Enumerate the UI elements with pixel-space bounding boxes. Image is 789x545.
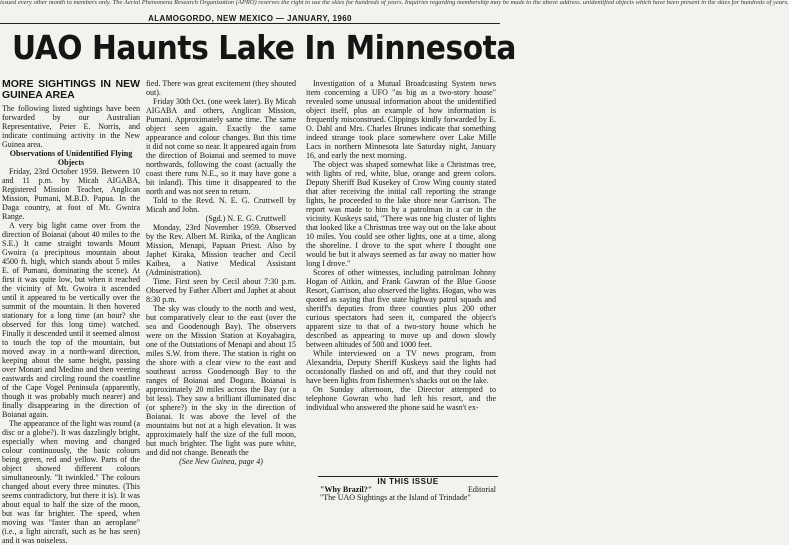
dateline: ALAMOGORDO, NEW MEXICO — JANUARY, 1960 bbox=[148, 14, 352, 23]
paragraph: Told to the Revd. N. E. G. Cruttwell by Micah and John. bbox=[146, 196, 296, 214]
paragraph: Scores of other witnesses, including patrolman Johnny Hogan of Aitkin, and Frank Gawran of the Blue Goose Resort, Garrison, also observed the lights. Hogan, who was quoted as saying that five state highway patrol squads and sheriff's deputies from three counties plus 200 other curious spectators had seen it, compared the object's apparent size to that of a two-story house which he described as appearing to move up and down slowly between altitudes of 500 and 1000 feet. bbox=[306, 268, 496, 349]
article-intro: The following listed sightings have been forwarded by our Australian Representative, Peter E. Norris, and indicate continuing activity in the New Guinea area. bbox=[2, 104, 140, 149]
paragraph: Time. First seen by Cecil about 7:30 p.m. Observed by Father Albert and Japhet at about 8:30 p.m. bbox=[146, 277, 296, 304]
paragraph: Investigation of a Mutual Broadcasting System news item concerning a UFO "as big as a two-story house" revealed some unusual information about the unidentified object itself, plus an example of how information is frequently misconstrued. Clippings kindly forwarded by E. O. Dahl and Mrs. Charles Brunes indicate that something indeed strange took place somewhere over Lake Mille Lacs in northern Minnesota late Saturday night, January 16, and early the next morning. bbox=[306, 79, 496, 160]
paragraph: Friday 30th Oct. (one week later). By Micah AIGABA and others, Anglican Mission, Pumani. Approximately same time. The same object seen again. Exactly the same appearance and colour changes. But this time it did not come so near. It appeared again from the direction of Boianai and seemed to move northwards, following the coast (actually the coast there runs N.E., so it may have gone a bit inland). This time it disappeared to the north and was not seen to return. bbox=[146, 97, 296, 196]
column-2 bbox=[146, 79, 296, 500]
paragraph: The appearance of the light was round (a disc or a globe?). It was dazzlingly bright, especially when moving and changed colour continuously, the basic colours being green, red and yellow. Parts of the object showed different colours simultaneously. "It twinkled." The colours changed about every three minutes. (This seems contradictory, but there it is). It was about equal to half the size of the moon, but was far brighter. The speed, when moving was "faster than an aeroplane" (i.e., a light aircraft, such as he has seen) and it was noiseless. bbox=[2, 419, 140, 545]
in-this-issue-title: IN THIS ISSUE bbox=[377, 477, 439, 486]
masthead-top-text: issued every other month to members only. The Aerial Phenomena Research Organization (APRO) reserves the right to use the skies for hundreds of years. Inquiries regarding membership may be made to the above address. unidentified objects which have been present in the skies for hundreds of years. bbox=[0, 0, 789, 6]
article-subhead: MORE SIGHTINGS IN NEW GUINEA AREA bbox=[2, 78, 140, 101]
paragraph: A very big light came over from the direction of Boianai (about 40 miles to the S.E.) It came straight towards Mount Gwoira (a precipitous mountain about 4500 ft. high, which stands about 5 miles E. of Pumani, dominating the scene). At first it was quite low, but when it reached the vicinity of Mt. Gwoira it ascended until it appeared to be vertically over the summit of the mountain. It then hovered stationary for a long time (an hour? she observed for this long time) watched. Finally it descended until it seemed almost to touch the top of the mountain, but moved away in a north-ward direction, keeping about the same height, passing over Monari and Medino and then veering eastwards and circling round the coastline of the Cape Vogel Peninsula (apparently, though it was probably much nearer) and finally disappearing in the direction of Boianai again. bbox=[2, 221, 140, 419]
paragraph: Friday, 23rd October 1959. Between 10 and 11 p.m. by Micah AIGABA, Registered Mission Teacher, Anglican Mission, Pumani, M.B.D. Papua. In the Daga country, at foot of Mt. Gwoira Range. bbox=[2, 167, 140, 221]
column-3 bbox=[306, 79, 496, 474]
paragraph: The object was shaped somewhat like a Christmas tree, with lights of red, white, blue, orange and green colors. Deputy Sheriff Bud Kusekey of Crow Wing county stated that after receiving the initial call reporting the strange lights, he proceeded to the lake shore near Garrison. The report was made to him by a patrolman in a car in the vicinity. Kuskeys said, "There was one big cluster of lights that looked like a Christmas tree way out on the lake about 10 miles. You could see other lights, one at a time, along the shoreline. I drove to the spot where I thought one would be but it always seemed as far away no matter how long I drove." bbox=[306, 160, 496, 268]
continued-note: (See New Guinea, page 4) bbox=[179, 457, 263, 466]
paragraph: While interviewed on a TV news program, from Alexandria, Deputy Sheriff Kuskeys said the lights had occasionally flashed on and off, and that they could not have been lights from fishermen's shacks out on the lake. bbox=[306, 349, 496, 385]
issue-item bbox=[318, 494, 498, 502]
column-1 bbox=[2, 78, 140, 545]
section-title: Observations of Unidentified Flying Objects bbox=[9, 149, 133, 167]
paragraph: Monday, 23rd November 1959. Observed by the Rev. Albert M. Ririka, of the Anglican Mission, Menapi, Papuan Priest. Also by Japhet Kiraka, Mission teacher and Cecil Kaibea, a Native Medical Assistant (Administration). bbox=[146, 223, 296, 277]
signature: (Sgd.) N. E. G. Cruttwell bbox=[205, 214, 286, 223]
issue-item-title: "The UAO Sightings at the Island of Trindade" bbox=[320, 493, 471, 502]
issue-item-title: "Why Brazil?" bbox=[320, 485, 373, 494]
headline: UAO Haunts Lake In Minnesota bbox=[12, 28, 517, 67]
issue-item-section: Editorial bbox=[468, 485, 496, 494]
paragraph: On Sunday afternoon, the Director attempted to telephone Gowran who had left his resort, and the individual who answered the phone said he wasn't ex- bbox=[306, 385, 496, 412]
in-this-issue-box bbox=[318, 476, 498, 501]
paragraph: fied. There was great excitement (they shouted out). bbox=[146, 79, 296, 97]
paragraph: The sky was cloudy to the north and west, but comparatively clear to the east (over the sea and Goodenough Bay). The observers were on the Mission Station at Koyabagira, one of the Outstations of Menapi and about 15 miles S.W. from there. The station is right on the shore with a clear view to the east and southeast across Goodenough Bay to the ranges of Boianai and Dogura. Boianai is approximately 20 miles across the Bay (or a bit less). They saw a brilliant illuminated disc (or sphere?) in the sky in the direction of Boianai. It was above the level of the mountains but not at a high elevation. It was approximately half the size of the full moon, but much brighter. The light was pure white, and did not change. Beneath the bbox=[146, 304, 296, 457]
